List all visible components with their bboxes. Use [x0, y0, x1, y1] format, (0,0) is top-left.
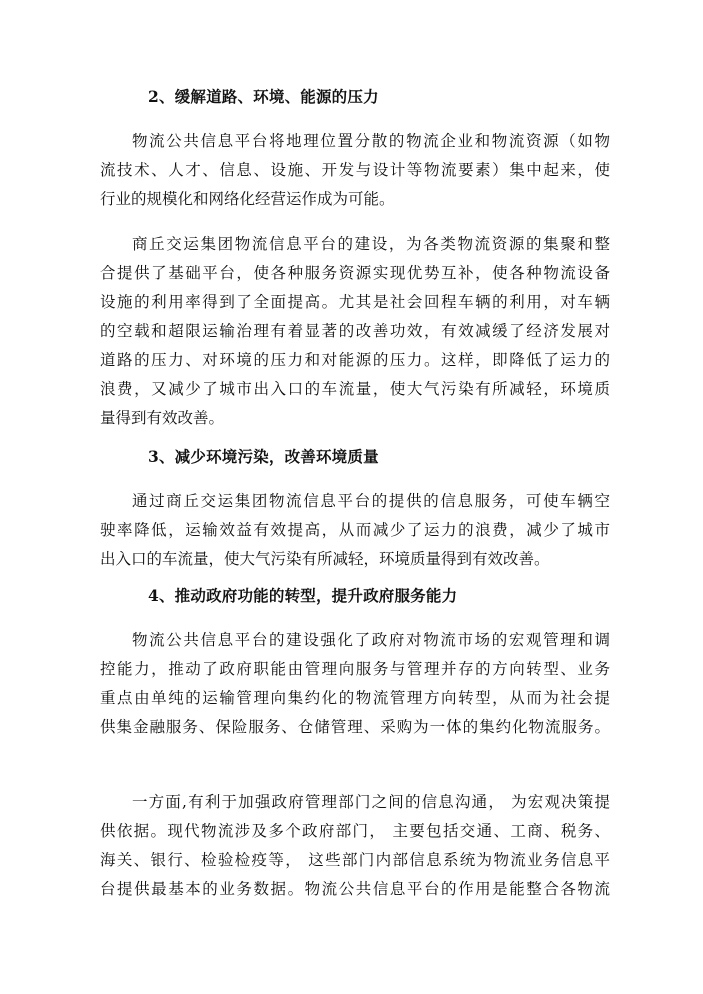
section-heading-4: 4、推动政府功能的转型，提升政府服务能力	[148, 586, 458, 605]
paragraph	[100, 230, 610, 433]
text-line: 行业的规模化和网络化经营运作成为可能。	[100, 190, 395, 208]
section-heading-2: 2、缓解道路、环境、能源的压力	[148, 87, 379, 106]
text-line: 物流公共信息平台的建设强化了政府对物流市场的宏观管理和调	[132, 631, 610, 649]
text-line: 台提供最基本的业务数据。物流公共信息平台的作用是能整合各物流	[100, 880, 610, 898]
text-line: 供依据。现代物流涉及多个政府部门， 主要包括交通、工商、税务、	[100, 822, 610, 840]
text-line: 供集金融服务、保险服务、仓储管理、采购为一体的集约化物流服务。	[100, 718, 610, 736]
text-line: 浪费，又减少了城市出入口的车流量，使大气污染有所减轻，环境质	[100, 380, 610, 398]
paragraph	[100, 788, 610, 904]
text-line: 设施的利用率得到了全面提高。尤其是社会回程车辆的利用，对车辆	[100, 293, 610, 311]
text-line: 道路的压力、对环境的压力和对能源的压力。这样，即降低了运力的	[100, 351, 610, 369]
text-line: 的空载和超限运输治理有着显著的改善功效，有效减缓了经济发展对	[100, 322, 610, 340]
paragraph	[100, 127, 610, 214]
text-line: 控能力，推动了政府职能由管理向服务与管理并存的方向转型、业务	[100, 660, 610, 678]
section-heading-3: 3、减少环境污染，改善环境质量	[148, 447, 379, 466]
text-line: 量得到有效改善。	[100, 409, 225, 427]
text-line: 海关、银行、检验检疫等， 这些部门内部信息系统为物流业务信息平	[100, 851, 610, 869]
text-line: 商丘交运集团物流信息平台的建设，为各类物流资源的集聚和整	[132, 235, 610, 253]
text-line: 通过商丘交运集团物流信息平台的提供的信息服务，可使车辆空	[132, 492, 610, 510]
text-line: 流技术、人才、信息、设施、开发与设计等物流要素）集中起来，使	[100, 161, 610, 179]
text-line: 合提供了基础平台，使各种服务资源实现优势互补，使各种物流设备	[100, 264, 610, 282]
paragraph	[100, 487, 610, 574]
paragraph	[100, 626, 610, 742]
text-line: 出入口的车流量，使大气污染有所减轻，环境质量得到有效改善。	[100, 550, 550, 568]
text-line: 驶率降低，运输效益有效提高，从而减少了运力的浪费，减少了城市	[100, 521, 610, 539]
text-line: 重点由单纯的运输管理向集约化的物流管理方向转型，从而为社会提	[100, 689, 610, 707]
text-line: 物流公共信息平台将地理位置分散的物流企业和物流资源（如物	[132, 132, 610, 150]
text-line: 一方面,有利于加强政府管理部门之间的信息沟通， 为宏观决策提	[132, 793, 610, 811]
